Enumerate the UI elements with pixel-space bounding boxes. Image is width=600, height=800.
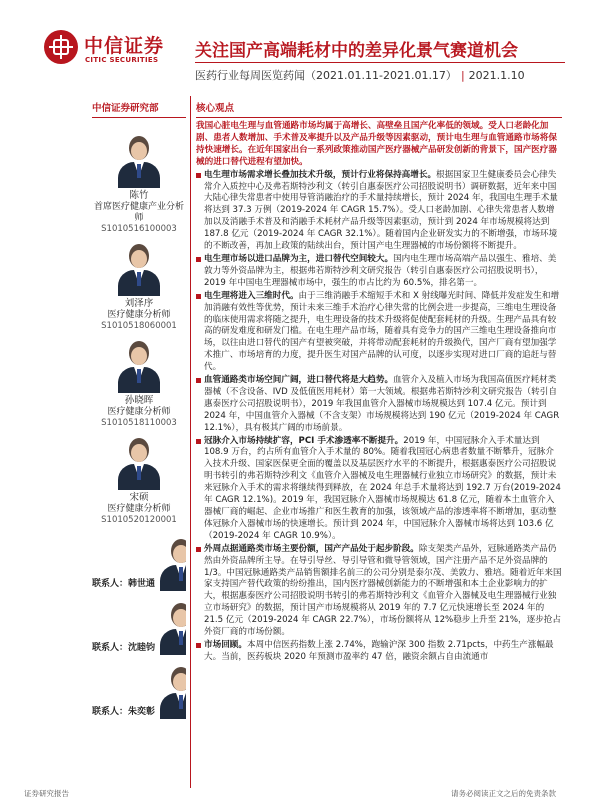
bullet-lead: 电生理将进入三维时代。	[204, 290, 299, 301]
analyst-role: 医疗健康分析师	[107, 504, 171, 514]
bullet-paragraph	[196, 170, 562, 253]
analyst-name: 陈竹	[129, 190, 149, 201]
logo-text-cn: 中信证券	[84, 35, 165, 57]
citic-logo-icon	[44, 30, 78, 64]
analyst-card	[92, 240, 186, 332]
analyst-photo	[115, 132, 163, 188]
bullet-lead: 电生理市场需求增长叠加技术升级，预计行业将保持高增长。	[204, 169, 437, 180]
contact-card	[92, 659, 186, 719]
bullet-lead: 血管通路类市场空间广阔，进口替代将是大趋势。	[204, 375, 394, 386]
contact-card	[92, 595, 186, 655]
contact-photo	[157, 599, 186, 655]
bullet-lead: 冠脉介入市场持续扩容，PCI 手术渗透率不断提升。	[204, 435, 404, 446]
contact-photo	[157, 663, 186, 719]
logo-text-en: CITIC SECURITIES	[85, 56, 159, 64]
analyst-photo	[115, 240, 163, 296]
analyst-sidebar	[92, 96, 186, 723]
bullet-text: 根据国家卫生健康委员会心律失常介入质控中心及弗若斯特沙利文（转引自惠泰医疗公司招股说明书）调研数据，近年来中国大陆心律失常患者中使用导管消融治疗的手术量持续增长，预计 2024 年，我国电生理手术量将达到 37.3 万例（2019-2024 年 CAGR 15.7%）。受人口老龄加剧、心律失常患者人数增加以及消融手术普及和消融手术耗材产品升级等因素驱动，预计到 2024 年市场规模将达到 187.8 亿元（2019-2024 年 CAGR 32.1%）。随着国内企业研发实力的不断增强，市场环境的不断改善，再加上政策的陆续出台，预计国产电生理器械的市场份额将不断提升。	[204, 169, 558, 252]
divider	[92, 117, 186, 118]
report-header	[0, 0, 600, 96]
contact-label: 联系人：朱奕彰	[92, 707, 156, 717]
analyst-code: S1010518060001	[101, 321, 177, 331]
column-divider	[190, 96, 191, 788]
section-title: 核心观点	[196, 103, 235, 114]
summary-paragraph: 我国心脏电生理与血管通路市场均属于高增长、高壁垒且国产化率低的领域。受人口老龄化加剧、患者人数增加、手术普及率提升以及产品升级等因素驱动，预计电生理与血管通路市场将保持快速增长。在近年国家出台一系列政策推动国产医疗器械产品研发创新的背景下，国产医疗器械的进口替代进程有望加快。	[196, 121, 557, 167]
bullet-text: 除支架类产品外，冠脉通路类产品仍然由外资品牌所主导。在导引导丝、导引导管和微导管领域，国产注册产品不足外资品牌的 1/3。中国冠脉通路类产品销售额排名前三的公司分别是泰尔茂、美敦力、雅培。随着近年来国家支持国产替代政策的纷纷推出，国内医疗器械创新能力的不断增强和本土企业影响力的扩大，根据惠泰医疗公司招股说明书转引的弗若斯特沙利文《血管介入器械及电生理器械行业独立市场研究》的数据，预计国产市场规模将从 2019 年的 7.7 亿元快速增长至 2024 年的 21.5 亿元（2019-2024 年 CAGR 22.7%），市场份额将从 12%稳步上升至 21%，逐步抢占外资厂商的市场份额。	[204, 543, 562, 638]
bullet-text: 血管介入及植入市场为我国高值医疗耗材类器械（不含设备、IVD 及低值医用耗材）第一大领域。根据弗若斯特沙利文研究报告（转引自惠泰医疗公司招股说明书），2019 年我国血管介入器械市场规模达到 107.4 亿元。预计到 2024 年，中国血管介入器械（不含支架）市场规模将达到 190 亿元（2019-2024 年 CAGR 12.1%），具有极其广阔的市场前景。	[204, 375, 560, 433]
contact-label: 联系人：韩世通	[92, 579, 156, 589]
analyst-code: S1010518110003	[101, 418, 177, 428]
report-subtitle-row	[195, 62, 565, 83]
bullet-lead: 电生理市场以进口品牌为主，进口替代空间较大。	[204, 253, 394, 264]
report-subtitle: 医药行业每周医览药闻（2021.01.11-2021.01.17）	[195, 69, 457, 82]
analyst-role: 首席医疗健康产业分析师	[93, 202, 184, 223]
bullet-text: 2019 年，中国冠脉介入手术量达到 108.9 万台，约占所有血管介入手术量的 80%。随着我国冠心病患者数量不断攀升，冠脉介入技术升级、国家医保更全面的覆盖以及基层医疗水平的不断提升，根据惠泰医疗公司招股说明书转引的弗若斯特沙利文《血管介入器械及电生理器械行业独立市场研究》的数据，预计未来冠脉介入手术的需求将继续得到释放，在 2024 年总手术量将达到 192.7 万台(2019-2024 年 CAGR 12.1%)。2019 年，我国冠脉介入器械市场规模达 61.8 亿元，随着本土血管介入器械厂商的崛起、企业市场推广和医生教育的加强，该领域产品的渗透率将不断增加，驱动整体冠脉介入器械市场的快速增长。预计到 2024 年，中国冠脉介入器械市场将达到 103.6 亿（2019-2024 年 CAGR 10.9%）。	[204, 435, 561, 541]
analyst-code: S1010520120001	[101, 515, 177, 525]
analyst-name: 宋硕	[129, 492, 149, 503]
bullet-paragraph	[196, 436, 562, 543]
bullet-paragraph	[196, 254, 562, 290]
bullet-text: 国内电生理市场高端产品以强生、雅培、美敦力等外资品牌为主，根据弗若斯特沙利文研究报告（转引自惠泰医疗公司招股说明书），2019 年中国电生理器械市场中，强生的市占比约为 60.5%，排名第一。	[204, 253, 557, 288]
bullet-paragraph	[196, 640, 562, 664]
footer-left: 证券研究报告	[24, 789, 69, 798]
analyst-photo	[115, 434, 163, 490]
analyst-name: 孙晓晖	[124, 395, 154, 406]
analyst-card	[92, 434, 186, 526]
report-date: 2021.1.10	[468, 69, 525, 82]
bullet-paragraph	[196, 291, 562, 374]
core-views	[196, 96, 562, 665]
analyst-photo	[115, 337, 163, 393]
analyst-role: 医疗健康分析师	[107, 407, 171, 417]
research-dept: 中信证券研究部	[92, 103, 159, 114]
analyst-card	[92, 132, 186, 235]
bullet-lead: 外周点据通路类市场主要份额，国产产品处于起步阶段。	[204, 543, 419, 554]
analyst-role: 医疗健康分析师	[107, 310, 171, 320]
page-footer	[0, 789, 600, 800]
bullet-lead: 市场回顾。	[204, 639, 247, 650]
footer-disclaimer: 请务必阅读正文之后的免责条款	[451, 789, 556, 798]
bullet-paragraph	[196, 375, 562, 435]
contact-card	[92, 531, 186, 591]
contact-label: 联系人：沈睦钧	[92, 643, 156, 653]
analyst-code: S1010516100003	[101, 224, 177, 234]
divider	[196, 117, 562, 118]
report-title: 关注国产高端耗材中的差异化景气赛道机会	[195, 41, 518, 61]
bullet-paragraph	[196, 544, 562, 639]
bullet-text: 由于三维消融手术缩短手术和 X 射线曝光时间、降低并发症发生和增加消融有效性等优势，预计未来三维手术治疗心律失常的比例会进一步提高，三维电生理设备的临床使用需求将随之提升，电生理设备的技术升级将促使配套耗材的升级。生理产品具有较高的研发难度和研发门槛。在电生理产品市场，随着具有竞争力的国产三维电生理设备推向市场，以往由进口替代的国产有望被突破，并将带动配套耗材的升级换代，国产厂商有望加强学术推广、市场培育的力度，提升医生对国产品牌的认可度，以逐步实现对进口厂商的追赶与替代。	[204, 290, 560, 373]
analyst-name: 刘泽序	[124, 298, 154, 309]
separator: |	[460, 69, 465, 82]
contact-photo	[157, 535, 186, 591]
bullet-text: 本周中信医药指数上涨 2.74%，跑输沪深 300 指数 2.71pcts，中药生产涨幅最大。当前，医药板块 2020 年预测市盈率约 47 倍，融资余额占自由流通市	[204, 639, 554, 662]
analyst-card	[92, 337, 186, 429]
